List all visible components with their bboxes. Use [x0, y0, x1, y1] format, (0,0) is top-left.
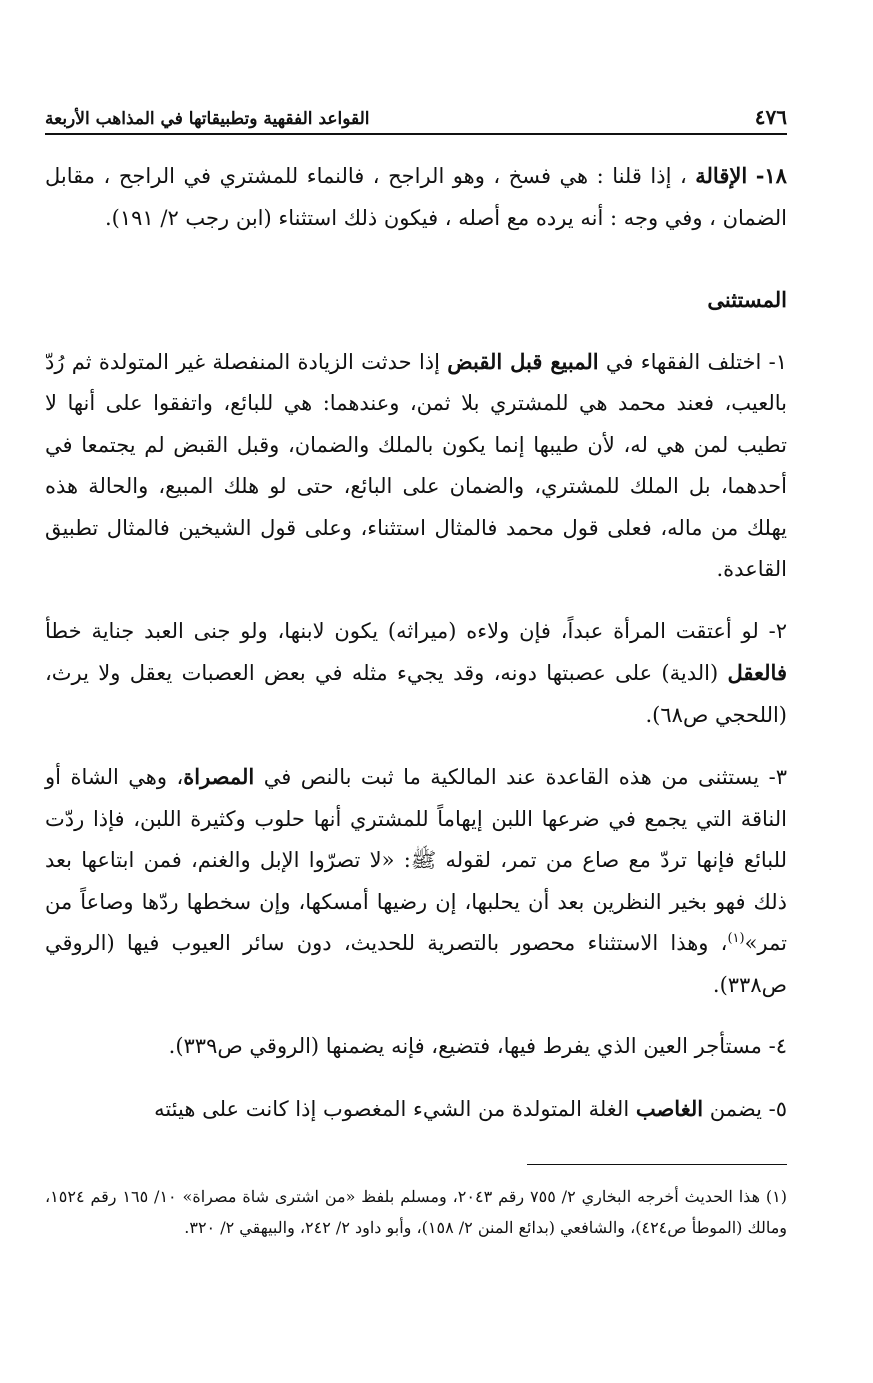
paragraph-exception-5: [45, 1088, 787, 1131]
item-text: (الدية) على عصبتها دونه، وقد يجيء مثله في بعض العصبات يعقل ولا يرث، (اللحجي ص٦٨).: [45, 661, 787, 727]
paragraph-exception-4: [45, 1026, 787, 1068]
item-term: المصراة: [183, 764, 255, 789]
book-page: [45, 95, 787, 1243]
item-text: ، وهذا الاستثناء محصور بالتصرية للحديث، دون سائر العيوب فيها (الروقي ص٣٣٨).: [45, 931, 787, 997]
section-heading: المستثنى: [707, 287, 787, 312]
item-number: ٥-: [768, 1096, 787, 1121]
footnote-divider: [527, 1164, 787, 1165]
item-number: ٤-: [768, 1034, 787, 1058]
item-term: الغاصب: [635, 1095, 704, 1121]
item-number: ١-: [768, 349, 787, 374]
running-title: القواعد الفقهية وتطبيقاتها في المذاهب الأربعة: [45, 109, 370, 129]
item-number: ٣-: [768, 765, 787, 789]
item-text: ، إذا قلنا : هي فسخ ، وهو الراجح ، فالنماء للمشتري في الراجح ، مقابل الضمان ، وفي وجه : أنه يرده مع أصله ، فيكون ذلك استثناء (ابن رجب ٢/ ١٩١).: [45, 164, 787, 230]
item-term: فالعقل: [727, 660, 787, 685]
paragraph-exception-3: [45, 756, 787, 1006]
item-text: ، وهي الشاة أو الناقة التي يجمع في ضرعها اللبن إيهاماً للمشتري أنها حلوب وكثيرة اللبن، فإذا ردّت للبائع فإنها تردّ مع صاع من تمر، لقوله ﷺ: «لا تصرّوا الإبل والغنم، فمن ابتاعها بعد ذلك فهو بخير النظرين بعد أن يحلبها، إن رضيها أمسكها، وإن سخطها ردّها وصاعاً من تمر»: [45, 765, 787, 955]
item-number: ١٨-: [755, 163, 787, 188]
item-text: مستأجر العين الذي يفرط فيها، فتضيع، فإنه يضمنها (الروقي ص٣٣٩).: [168, 1034, 769, 1058]
main-text: [45, 155, 787, 1130]
item-text: يستثنى من هذه القاعدة عند المالكية ما ثبت بالنص في: [254, 765, 769, 789]
page-header: [45, 95, 787, 135]
item-term: الإقالة: [695, 163, 748, 188]
paragraph-exception-2: [45, 611, 787, 737]
item-number: ٢-: [768, 618, 787, 643]
item-text: إذا حدثت الزيادة المنفصلة غير المتولدة ثم رُدّ بالعيب، فعند محمد هي للمشتري بلا ثمن، وعندهما: هي للبائع، واتفقوا على أنها لا تطيب لمن هي له، لأن طيبها إنما يكون بالملك والضمان، وقبل القبض لم يجتمعا في أحدهما، بل الملك للمشتري، والضمان على البائع، حتى لو هلك المبيع، والحالة هذه يهلك من ماله، فعلى قول محمد فالمثال استثناء، وعلى قول الشيخين فالمثال تطبيق القاعدة.: [45, 349, 787, 581]
item-term: المبيع قبل القبض: [447, 348, 599, 374]
paragraph-exception-1: [45, 341, 787, 591]
item-text: يضمن: [703, 1096, 769, 1121]
paragraph-item-18: [45, 155, 787, 239]
item-text: الغلة المتولدة من الشيء المغصوب إذا كانت على هيئته: [154, 1096, 636, 1121]
footnotes: [45, 1181, 787, 1243]
page-number: ٤٧٦: [754, 105, 787, 129]
item-text: اختلف الفقهاء في: [598, 349, 769, 374]
item-text: لو أعتقت المرأة عبداً، فإن ولاءه (ميراثه) يكون لابنها، ولو جنى العبد جناية خطأ: [45, 618, 769, 643]
footnote-reference[interactable]: (١): [727, 931, 745, 946]
footnote-1: (١) هذا الحديث أخرجه البخاري ٢/ ٧٥٥ رقم ٢٠٤٣، ومسلم بلفظ «من اشترى شاة مصراة» ١٠/ ١٦٥ رقم ١٥٢٤، ومالك (الموطأ ص٤٢٤)، والشافعي (بدائع المنن ٢/ ١٥٨)، وأبو داود ٢/ ٢٤٢، والبيهقي ٢/ ٣٢٠.: [45, 1187, 787, 1237]
